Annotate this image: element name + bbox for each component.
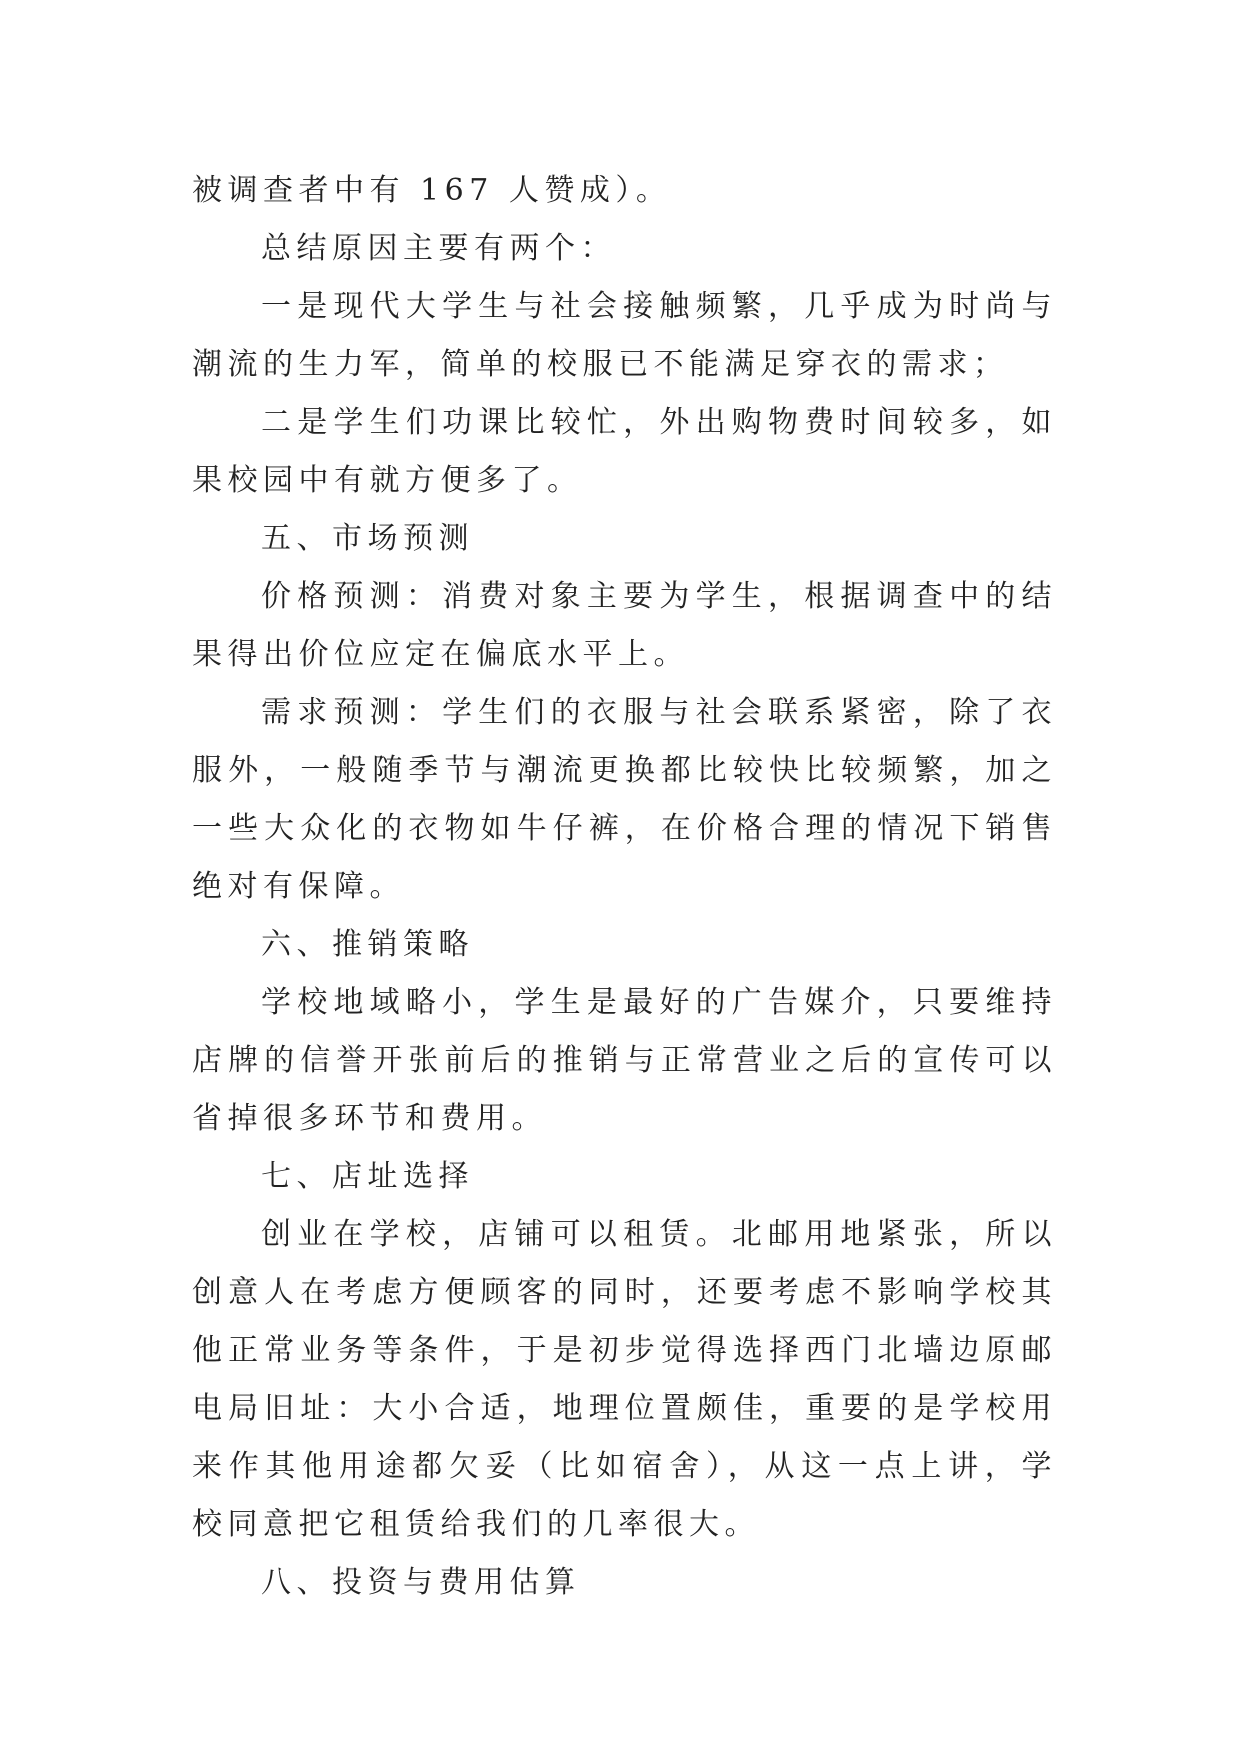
paragraph-promotion: 学校地域略小，学生是最好的广告媒介，只要维持店牌的信誉开张前后的推销与正常营业之后的宣传可以省掉很多环节和费用。 xyxy=(192,985,1057,1136)
paragraph-demand-forecast: 需求预测：学生们的衣服与社会联系紧密，除了衣服外，一般随季节与潮流更换都比较快比较频繁，加之一些大众化的衣物如牛仔裤，在价格合理的情况下销售绝对有保障。 xyxy=(192,695,1057,904)
paragraph-store-location: 创业在学校，店铺可以租赁。北邮用地紧张，所以创意人在考虑方便顾客的同时，还要考虑不影响学校其他正常业务等条件，于是初步觉得选择西门北墙边原邮电局旧址：大小合适，地理位置颇佳，重要的是学校用来作其他用途都欠妥（比如宿舍），从这一点上讲，学校同意把它租赁给我们的几率很大。 xyxy=(192,1217,1057,1542)
section-heading-promotion-strategy: 六、推销策略 xyxy=(261,927,474,962)
section-heading-investment-estimate: 八、投资与费用估算 xyxy=(261,1565,581,1600)
paragraph-survey-result: 被调查者中有 167 人赞成）。 xyxy=(192,173,672,208)
paragraph-reasons-intro: 总结原因主要有两个： xyxy=(261,231,616,266)
paragraph-reason-two: 二是学生们功课比较忙，外出购物费时间较多，如果校园中有就方便多了。 xyxy=(192,405,1057,498)
section-heading-store-location: 七、店址选择 xyxy=(261,1159,474,1194)
section-heading-market-forecast: 五、市场预测 xyxy=(261,521,474,556)
paragraph-price-forecast: 价格预测：消费对象主要为学生，根据调查中的结果得出价位应定在偏底水平上。 xyxy=(192,579,1057,672)
document-body xyxy=(192,162,1057,1612)
paragraph-reason-one: 一是现代大学生与社会接触频繁，几乎成为时尚与潮流的生力军，简单的校服已不能满足穿衣的需求； xyxy=(192,289,1057,382)
